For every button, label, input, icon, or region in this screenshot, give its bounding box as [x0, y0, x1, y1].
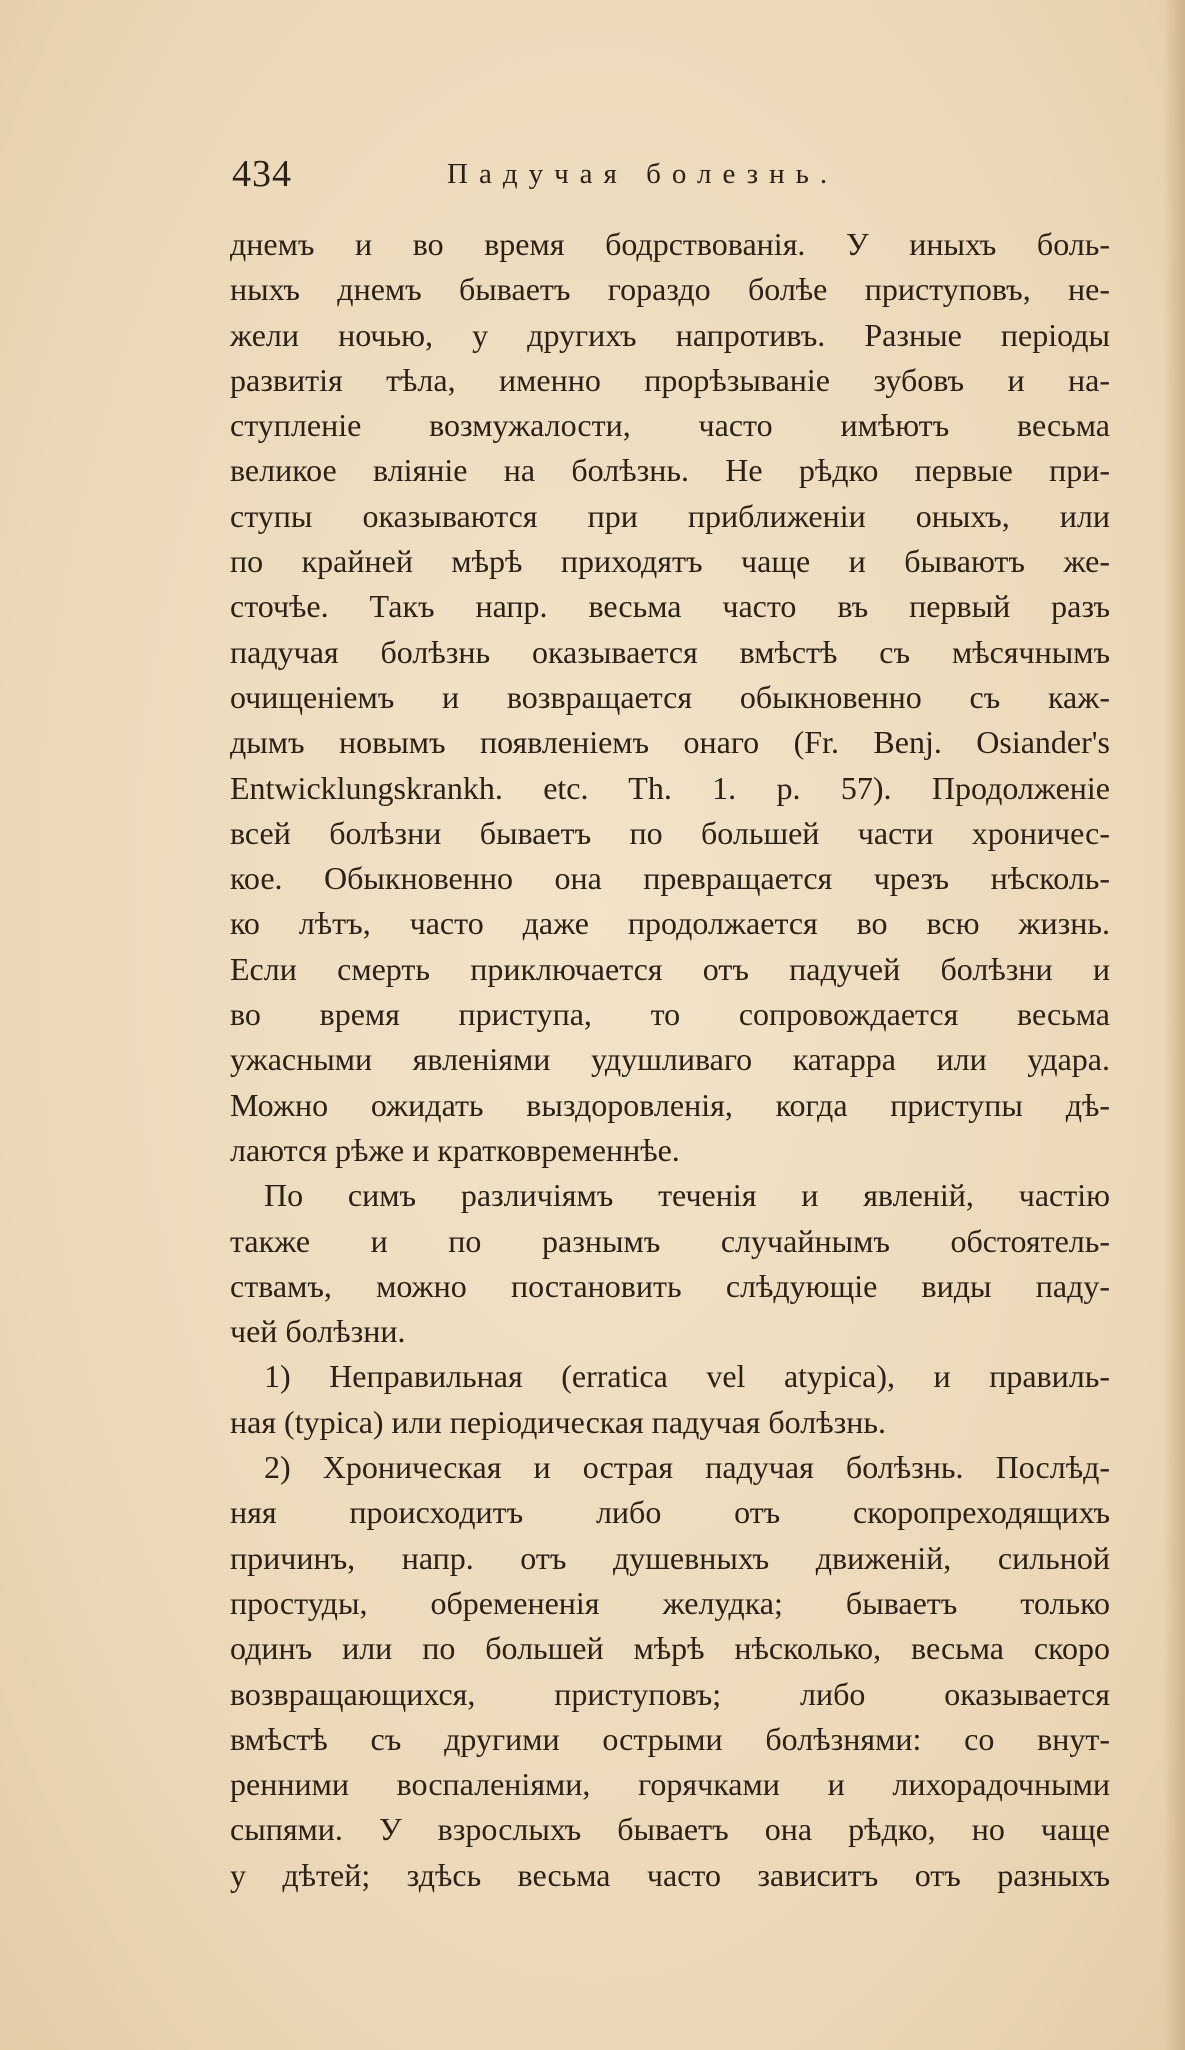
- text-line: сыпями. У взрослыхъ бываетъ она рѣдко, но чаще: [230, 1811, 1110, 1848]
- text-line: простуды, обремененія желудка; бываетъ только: [230, 1584, 1110, 1621]
- text-line: Можно ожидать выздоровленія, когда приступы дѣ-: [230, 1086, 1110, 1123]
- body-text: [230, 222, 1110, 1898]
- page-edge-shadow: [1163, 0, 1185, 2050]
- running-head: [232, 152, 1112, 202]
- text-line: 2) Хроническая и острая падучая болѣзнь. Послѣд-: [264, 1449, 1110, 1486]
- text-line: кое. Обыкновенно она превращается чрезъ нѣсколь-: [230, 860, 1110, 897]
- text-line: всей болѣзни бываетъ по большей части хроничес-: [230, 814, 1110, 851]
- text-line: лаются рѣже и кратковременнѣе.: [230, 1131, 680, 1168]
- page-number: 434: [232, 153, 292, 195]
- text-line: 1) Неправильная (erratica vel atypica), и правиль-: [264, 1358, 1110, 1395]
- text-line: днемъ и во время бодрствованія. У иныхъ боль-: [230, 226, 1110, 262]
- text-line: великое вліяніе на болѣзнь. Не рѣдко первые при-: [230, 452, 1110, 489]
- text-line: ныхъ днемъ бываетъ гораздо болѣе приступовъ, не-: [230, 271, 1110, 308]
- text-line: причинъ, напр. отъ душевныхъ движеній, сильной: [230, 1539, 1110, 1576]
- text-line: у дѣтей; здѣсь весьма часто зависитъ отъ разныхъ: [230, 1856, 1110, 1893]
- text-line: одинъ или по большей мѣрѣ нѣсколько, весьма скоро: [230, 1630, 1110, 1667]
- text-line: ствамъ, можно постановить слѣдующіе виды паду-: [230, 1267, 1110, 1304]
- text-line: ренними воспаленіями, горячками и лихорадочными: [230, 1766, 1110, 1803]
- text-line: сточѣе. Такъ напр. весьма часто въ первый разъ: [230, 588, 1110, 625]
- text-line: ная (typica) или періодическая падучая болѣзнь.: [230, 1403, 886, 1440]
- text-line: развитія тѣла, именно прорѣзываніе зубовъ и на-: [230, 361, 1110, 398]
- text-line: Если смерть приключается отъ падучей болѣзни и: [230, 950, 1110, 987]
- text-line: ступы оказываются при приближеніи оныхъ, или: [230, 497, 1110, 534]
- text-line: ко лѣтъ, часто даже продолжается во всю жизнь.: [230, 905, 1110, 942]
- text-line: няя происходитъ либо отъ скоропреходящихъ: [230, 1494, 1110, 1531]
- text-line: ужасными явленіями удушливаго катарра или удара.: [230, 1041, 1110, 1078]
- text-line: также и по разнымъ случайнымъ обстоятель-: [230, 1222, 1110, 1259]
- text-line: ступленіе возмужалости, часто имѣютъ весьма: [230, 407, 1110, 444]
- text-line: дымъ новымъ появленіемъ онаго (Fr. Benj. Osiander's: [230, 724, 1110, 761]
- text-line: по крайней мѣрѣ приходятъ чаще и бываютъ же-: [230, 543, 1110, 580]
- running-title: Падучая болезнь.: [447, 158, 839, 190]
- text-line: По симъ различіямъ теченія и явленій, частію: [264, 1177, 1110, 1214]
- text-line: жели ночью, у другихъ напротивъ. Разные періоды: [230, 316, 1110, 353]
- text-line: Entwicklungskrankh. etc. Th. 1. p. 57). Продолженіе: [230, 769, 1110, 806]
- text-line: вмѣстѣ съ другими острыми болѣзнями: со внут-: [230, 1720, 1110, 1757]
- text-line: во время приступа, то сопровождается весьма: [230, 996, 1110, 1033]
- text-line: очищеніемъ и возвращается обыкновенно съ каж-: [230, 678, 1110, 715]
- text-line: падучая болѣзнь оказывается вмѣстѣ съ мѣсячнымъ: [230, 633, 1110, 670]
- text-line: чей болѣзни.: [230, 1313, 406, 1350]
- text-line: возвращающихся, приступовъ; либо оказывается: [230, 1675, 1110, 1712]
